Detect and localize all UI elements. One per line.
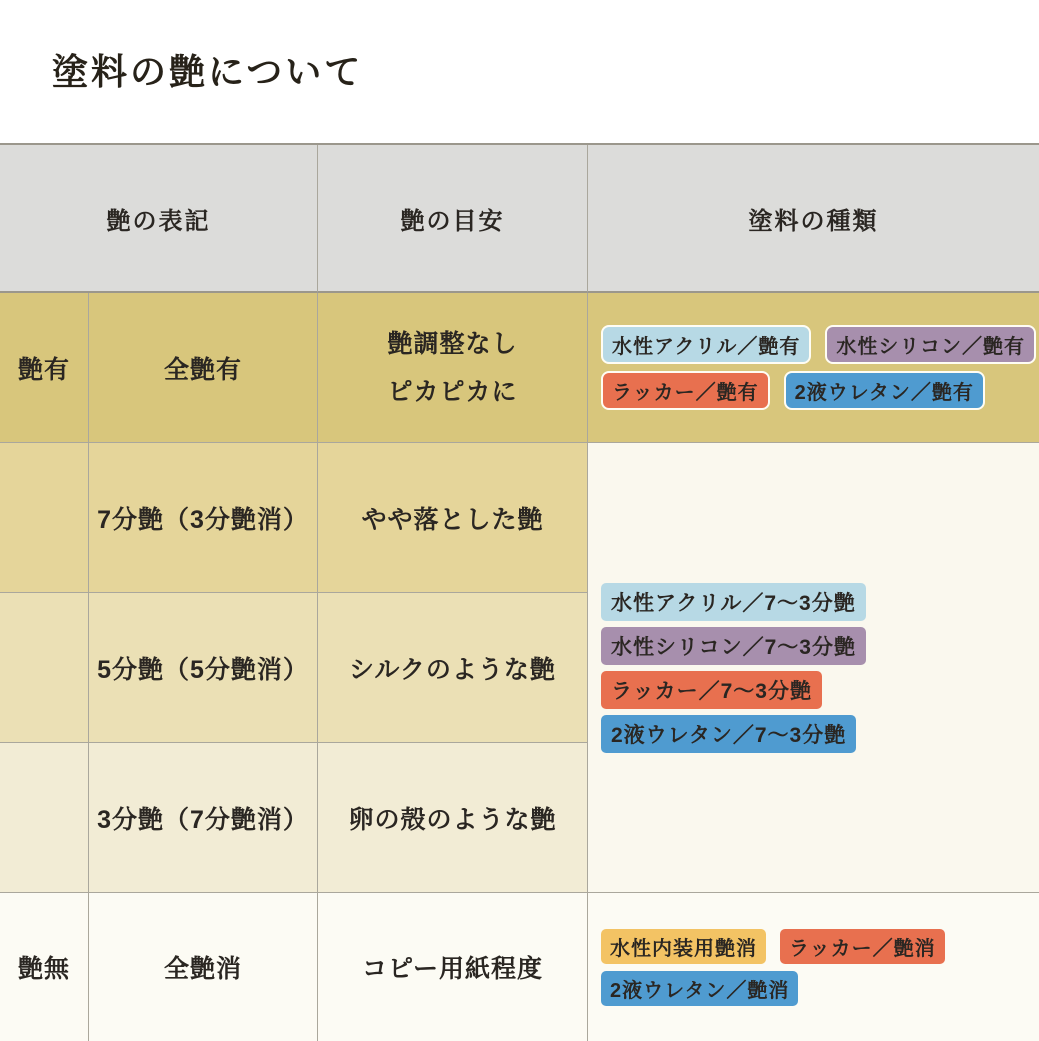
row-3bu-guide: 卵の殻のような艶 — [318, 743, 588, 893]
header-gloss-notation: 艶の表記 — [0, 145, 318, 293]
badge-interior-matte: 水性内装用艶消 — [601, 929, 766, 964]
row-5bu-category — [0, 593, 89, 743]
row-5bu-guide: シルクのような艶 — [318, 593, 588, 743]
header-gloss-guide: 艶の目安 — [318, 145, 588, 293]
badge-lacquer-semi: ラッカー／7〜3分艶 — [601, 671, 822, 709]
badge-acrylic-semi: 水性アクリル／7〜3分艶 — [601, 583, 866, 621]
guide-line: 艶調整なし — [387, 329, 518, 358]
badge-urethane-glossy: 2液ウレタン／艶有 — [784, 371, 985, 410]
badge-lacquer-glossy: ラッカー／艶有 — [601, 371, 770, 410]
semi-gloss-paint-types-panel — [588, 443, 1039, 893]
guide-line: ピカピカに — [387, 377, 518, 406]
badge-lacquer-matte: ラッカー／艶消 — [780, 929, 945, 964]
badge-row — [601, 371, 985, 410]
row-7bu-guide: やや落とした艶 — [318, 443, 588, 593]
row-glossy-guide — [318, 293, 588, 443]
badge-silicone-semi: 水性シリコン／7〜3分艶 — [601, 627, 866, 665]
badge-urethane-semi: 2液ウレタン／7〜3分艶 — [601, 715, 856, 753]
row-glossy-paint-types — [588, 293, 1039, 443]
badge-silicone-glossy: 水性シリコン／艶有 — [825, 325, 1036, 364]
badge-row — [601, 971, 798, 1006]
row-7bu-category — [0, 443, 89, 593]
badge-row — [601, 325, 1036, 364]
row-7bu-notation: 7分艶（3分艶消） — [89, 443, 318, 593]
row-3bu-category — [0, 743, 89, 893]
page-title: 塗料の艶について — [52, 51, 364, 92]
row-matte-category: 艶無 — [0, 893, 89, 1041]
row-3bu-notation: 3分艶（7分艶消） — [89, 743, 318, 893]
badge-row — [601, 929, 945, 964]
row-matte-paint-types — [588, 893, 1039, 1041]
badge-urethane-matte: 2液ウレタン／艶消 — [601, 971, 798, 1006]
row-glossy-notation: 全艶有 — [89, 293, 318, 443]
header-paint-types: 塗料の種類 — [588, 145, 1039, 293]
gloss-table — [0, 143, 1039, 1039]
row-glossy-category: 艶有 — [0, 293, 89, 443]
row-matte-notation: 全艶消 — [89, 893, 318, 1041]
row-matte-guide: コピー用紙程度 — [318, 893, 588, 1041]
badge-acrylic-glossy: 水性アクリル／艶有 — [601, 325, 811, 364]
row-5bu-notation: 5分艶（5分艶消） — [89, 593, 318, 743]
